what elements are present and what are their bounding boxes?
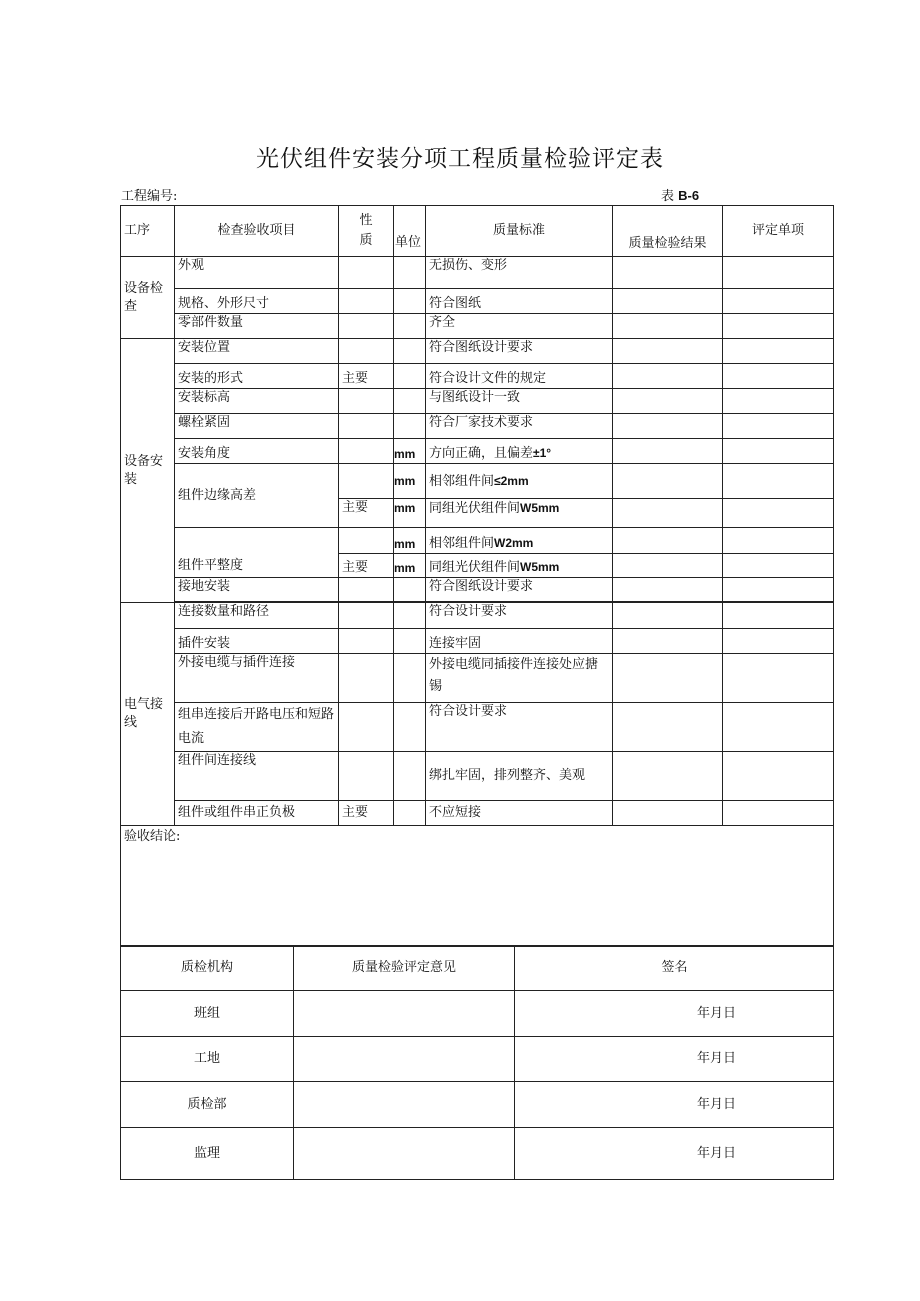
table-row [121, 528, 834, 554]
rating-cell[interactable] [723, 752, 834, 801]
table-row [121, 389, 834, 414]
signoff-org: 质检部 [121, 1082, 294, 1128]
project-number-label: 工程编号: [121, 189, 178, 204]
nature-cell [339, 339, 394, 364]
standard-cell: 符合厂家技术要求 [426, 414, 613, 439]
rating-cell[interactable] [723, 339, 834, 364]
rating-cell[interactable] [723, 528, 834, 554]
unit-cell [394, 289, 426, 314]
unit-cell [394, 801, 426, 826]
table-row [121, 629, 834, 654]
header-nature [339, 206, 394, 257]
result-cell[interactable] [613, 389, 723, 414]
rating-cell[interactable] [723, 629, 834, 654]
result-cell[interactable] [613, 414, 723, 439]
unit-cell [394, 703, 426, 752]
unit-cell: mm [394, 439, 426, 464]
item-cell: 连接数量和路径 [175, 603, 339, 629]
unit-cell [394, 654, 426, 703]
table-row [121, 439, 834, 464]
table-id-prefix: 表 [661, 189, 679, 204]
rating-cell[interactable] [723, 499, 834, 528]
nature-cell: 主要 [339, 801, 394, 826]
rating-cell[interactable] [723, 578, 834, 602]
result-cell[interactable] [613, 289, 723, 314]
item-cell: 规格、外形尺寸 [175, 289, 339, 314]
table-row [121, 289, 834, 314]
nature-cell [339, 257, 394, 289]
item-cell: 接地安装 [175, 578, 339, 602]
item-cell: 螺栓紧固 [175, 414, 339, 439]
signoff-opinion[interactable] [294, 1037, 515, 1082]
nature-cell: 主要 [339, 364, 394, 389]
item-cell: 插件安装 [175, 629, 339, 654]
result-cell[interactable] [613, 703, 723, 752]
rating-cell[interactable] [723, 703, 834, 752]
unit-cell [394, 339, 426, 364]
standard-value: ≤2mm [494, 473, 529, 488]
item-cell: 零部件数量 [175, 314, 339, 339]
nature-cell [339, 654, 394, 703]
header-standard: 质量标准 [426, 206, 613, 257]
unit-cell [394, 603, 426, 629]
header-row [121, 206, 834, 257]
standard-text: 方向正确，且偏差 [429, 446, 534, 461]
unit-cell: mm [394, 464, 426, 499]
result-cell[interactable] [613, 439, 723, 464]
item-cell: 外接电缆与插件连接 [175, 654, 339, 703]
unit-cell [394, 389, 426, 414]
signoff-org: 监理 [121, 1128, 294, 1180]
standard-cell [426, 499, 613, 528]
unit-cell [394, 752, 426, 801]
signoff-opinion[interactable] [294, 1128, 515, 1180]
result-cell[interactable] [613, 578, 723, 602]
unit-cell [394, 578, 426, 602]
standard-cell: 符合设计文件的规定 [426, 364, 613, 389]
signoff-row [121, 991, 834, 1037]
table-row [121, 654, 834, 703]
signoff-header-opinion: 质量检验评定意见 [294, 946, 515, 991]
item-cell: 组串连接后开路电压和短路电流 [175, 703, 339, 752]
standard-cell: 符合设计要求 [426, 603, 613, 629]
signoff-opinion[interactable] [294, 991, 515, 1037]
standard-cell: 齐全 [426, 314, 613, 339]
standard-cell: 外接电缆同插接件连接处应搪锡 [426, 654, 613, 703]
item-cell: 组件边缘高差 [175, 464, 339, 528]
standard-value: W5mm [520, 560, 560, 574]
result-cell[interactable] [613, 339, 723, 364]
item-cell: 外观 [175, 257, 339, 289]
header-nature-line2: 质 [359, 233, 373, 248]
result-cell[interactable] [613, 752, 723, 801]
conclusion-row [121, 826, 834, 947]
standard-cell: 符合图纸设计要求 [426, 578, 613, 602]
standard-value: ±1° [533, 446, 552, 460]
header-unit: 单位 [394, 206, 426, 257]
table-id [661, 185, 699, 204]
result-cell[interactable] [613, 554, 723, 578]
table-row [121, 752, 834, 801]
standard-cell [426, 464, 613, 499]
standard-cell: 不应短接 [426, 801, 613, 826]
result-cell[interactable] [613, 314, 723, 339]
standard-value: W5mm [520, 501, 560, 515]
nature-cell: 主要 [339, 499, 394, 528]
signoff-header-org: 质检机构 [121, 946, 294, 991]
standard-cell [426, 554, 613, 578]
nature-cell [339, 414, 394, 439]
unit-cell: mm [394, 554, 426, 578]
result-cell[interactable] [613, 801, 723, 826]
rating-cell[interactable] [723, 554, 834, 578]
item-cell: 组件间连接线 [175, 752, 339, 801]
standard-text: 相邻组件间 [429, 473, 495, 489]
signoff-org: 班组 [121, 991, 294, 1037]
standard-text: 相邻组件间 [429, 536, 495, 551]
nature-cell [339, 703, 394, 752]
header-nature-line1: 性 [359, 213, 373, 228]
standard-cell: 符合设计要求 [426, 703, 613, 752]
rating-cell[interactable] [723, 801, 834, 826]
section-equipment-install: 设备安装 [121, 339, 175, 603]
unit-cell: mm [394, 499, 426, 528]
section-electrical: 电气接线 [121, 603, 175, 826]
rating-cell[interactable] [723, 257, 834, 289]
signoff-row [121, 1037, 834, 1082]
item-cell: 安装的形式 [175, 364, 339, 389]
table-row [121, 339, 834, 364]
rating-cell[interactable] [723, 414, 834, 439]
table-row [121, 464, 834, 499]
standard-text: 同组光伏组件间 [429, 560, 521, 575]
result-cell[interactable] [613, 654, 723, 703]
standard-cell [426, 439, 613, 464]
signoff-date[interactable]: 年月日 [515, 1128, 834, 1180]
signoff-header-row [121, 946, 834, 991]
table-row [121, 414, 834, 439]
header-process: 工序 [121, 206, 175, 257]
signoff-opinion[interactable] [294, 1082, 515, 1128]
page-title: 光伏组件安装分项工程质量检验评定表 [256, 146, 664, 172]
header-result: 质量检验结果 [613, 206, 723, 257]
signoff-org: 工地 [121, 1037, 294, 1082]
table-row [121, 603, 834, 629]
standard-cell: 绑扎牢固，排列整齐、美观 [426, 752, 613, 801]
rating-cell[interactable] [723, 389, 834, 414]
unit-cell [394, 364, 426, 389]
result-cell[interactable] [613, 603, 723, 629]
rating-cell[interactable] [723, 439, 834, 464]
standard-cell: 连接牢固 [426, 629, 613, 654]
standard-cell: 符合图纸设计要求 [426, 339, 613, 364]
unit-cell [394, 257, 426, 289]
table-row [121, 801, 834, 826]
standard-cell: 与图纸设计一致 [426, 389, 613, 414]
nature-cell [339, 389, 394, 414]
rating-cell[interactable] [723, 364, 834, 389]
signoff-date[interactable]: 年月日 [515, 1082, 834, 1128]
rating-cell[interactable] [723, 603, 834, 629]
result-cell[interactable] [613, 629, 723, 654]
rating-cell[interactable] [723, 314, 834, 339]
unit-cell [394, 414, 426, 439]
item-cell: 安装位置 [175, 339, 339, 364]
signoff-row [121, 1128, 834, 1180]
nature-cell [339, 752, 394, 801]
unit-cell: mm [394, 528, 426, 554]
inspection-table [120, 205, 834, 947]
rating-cell[interactable] [723, 464, 834, 499]
signoff-header-sign: 签名 [515, 946, 834, 991]
nature-cell [339, 629, 394, 654]
conclusion-label: 验收结论: [124, 829, 181, 844]
result-cell[interactable] [613, 464, 723, 499]
rating-cell[interactable] [723, 289, 834, 314]
item-cell: 组件或组件串正负极 [175, 801, 339, 826]
item-cell: 安装角度 [175, 439, 339, 464]
signoff-table [120, 945, 834, 1180]
unit-cell [394, 314, 426, 339]
nature-cell [339, 578, 394, 602]
item-cell: 安装标高 [175, 389, 339, 414]
table-row [121, 257, 834, 289]
header-rating: 评定单项 [723, 206, 834, 257]
result-cell[interactable] [613, 364, 723, 389]
header-item: 检查验收项目 [175, 206, 339, 257]
nature-cell [339, 603, 394, 629]
standard-cell: 无损伤、变形 [426, 257, 613, 289]
table-row [121, 364, 834, 389]
conclusion-cell[interactable] [121, 826, 834, 947]
nature-cell [339, 439, 394, 464]
signoff-date[interactable]: 年月日 [515, 991, 834, 1037]
table-id-code: B-6 [678, 188, 700, 203]
item-cell: 组件平整度 [175, 528, 339, 578]
section-equipment-check: 设备检查 [121, 257, 175, 339]
rating-cell[interactable] [723, 654, 834, 703]
nature-cell [339, 528, 394, 554]
result-cell[interactable] [613, 257, 723, 289]
standard-text: 同组光伏组件间 [429, 501, 521, 516]
result-cell[interactable] [613, 528, 723, 554]
unit-cell [394, 629, 426, 654]
nature-cell [339, 314, 394, 339]
table-row [121, 578, 834, 602]
nature-cell [339, 289, 394, 314]
table-row [121, 703, 834, 752]
standard-value: W2mm [494, 536, 534, 550]
signoff-date[interactable]: 年月日 [515, 1037, 834, 1082]
table-row [121, 314, 834, 339]
signoff-row [121, 1082, 834, 1128]
result-cell[interactable] [613, 499, 723, 528]
nature-cell: 主要 [339, 554, 394, 578]
standard-cell [426, 528, 613, 554]
standard-cell: 符合图纸 [426, 289, 613, 314]
nature-cell [339, 464, 394, 499]
